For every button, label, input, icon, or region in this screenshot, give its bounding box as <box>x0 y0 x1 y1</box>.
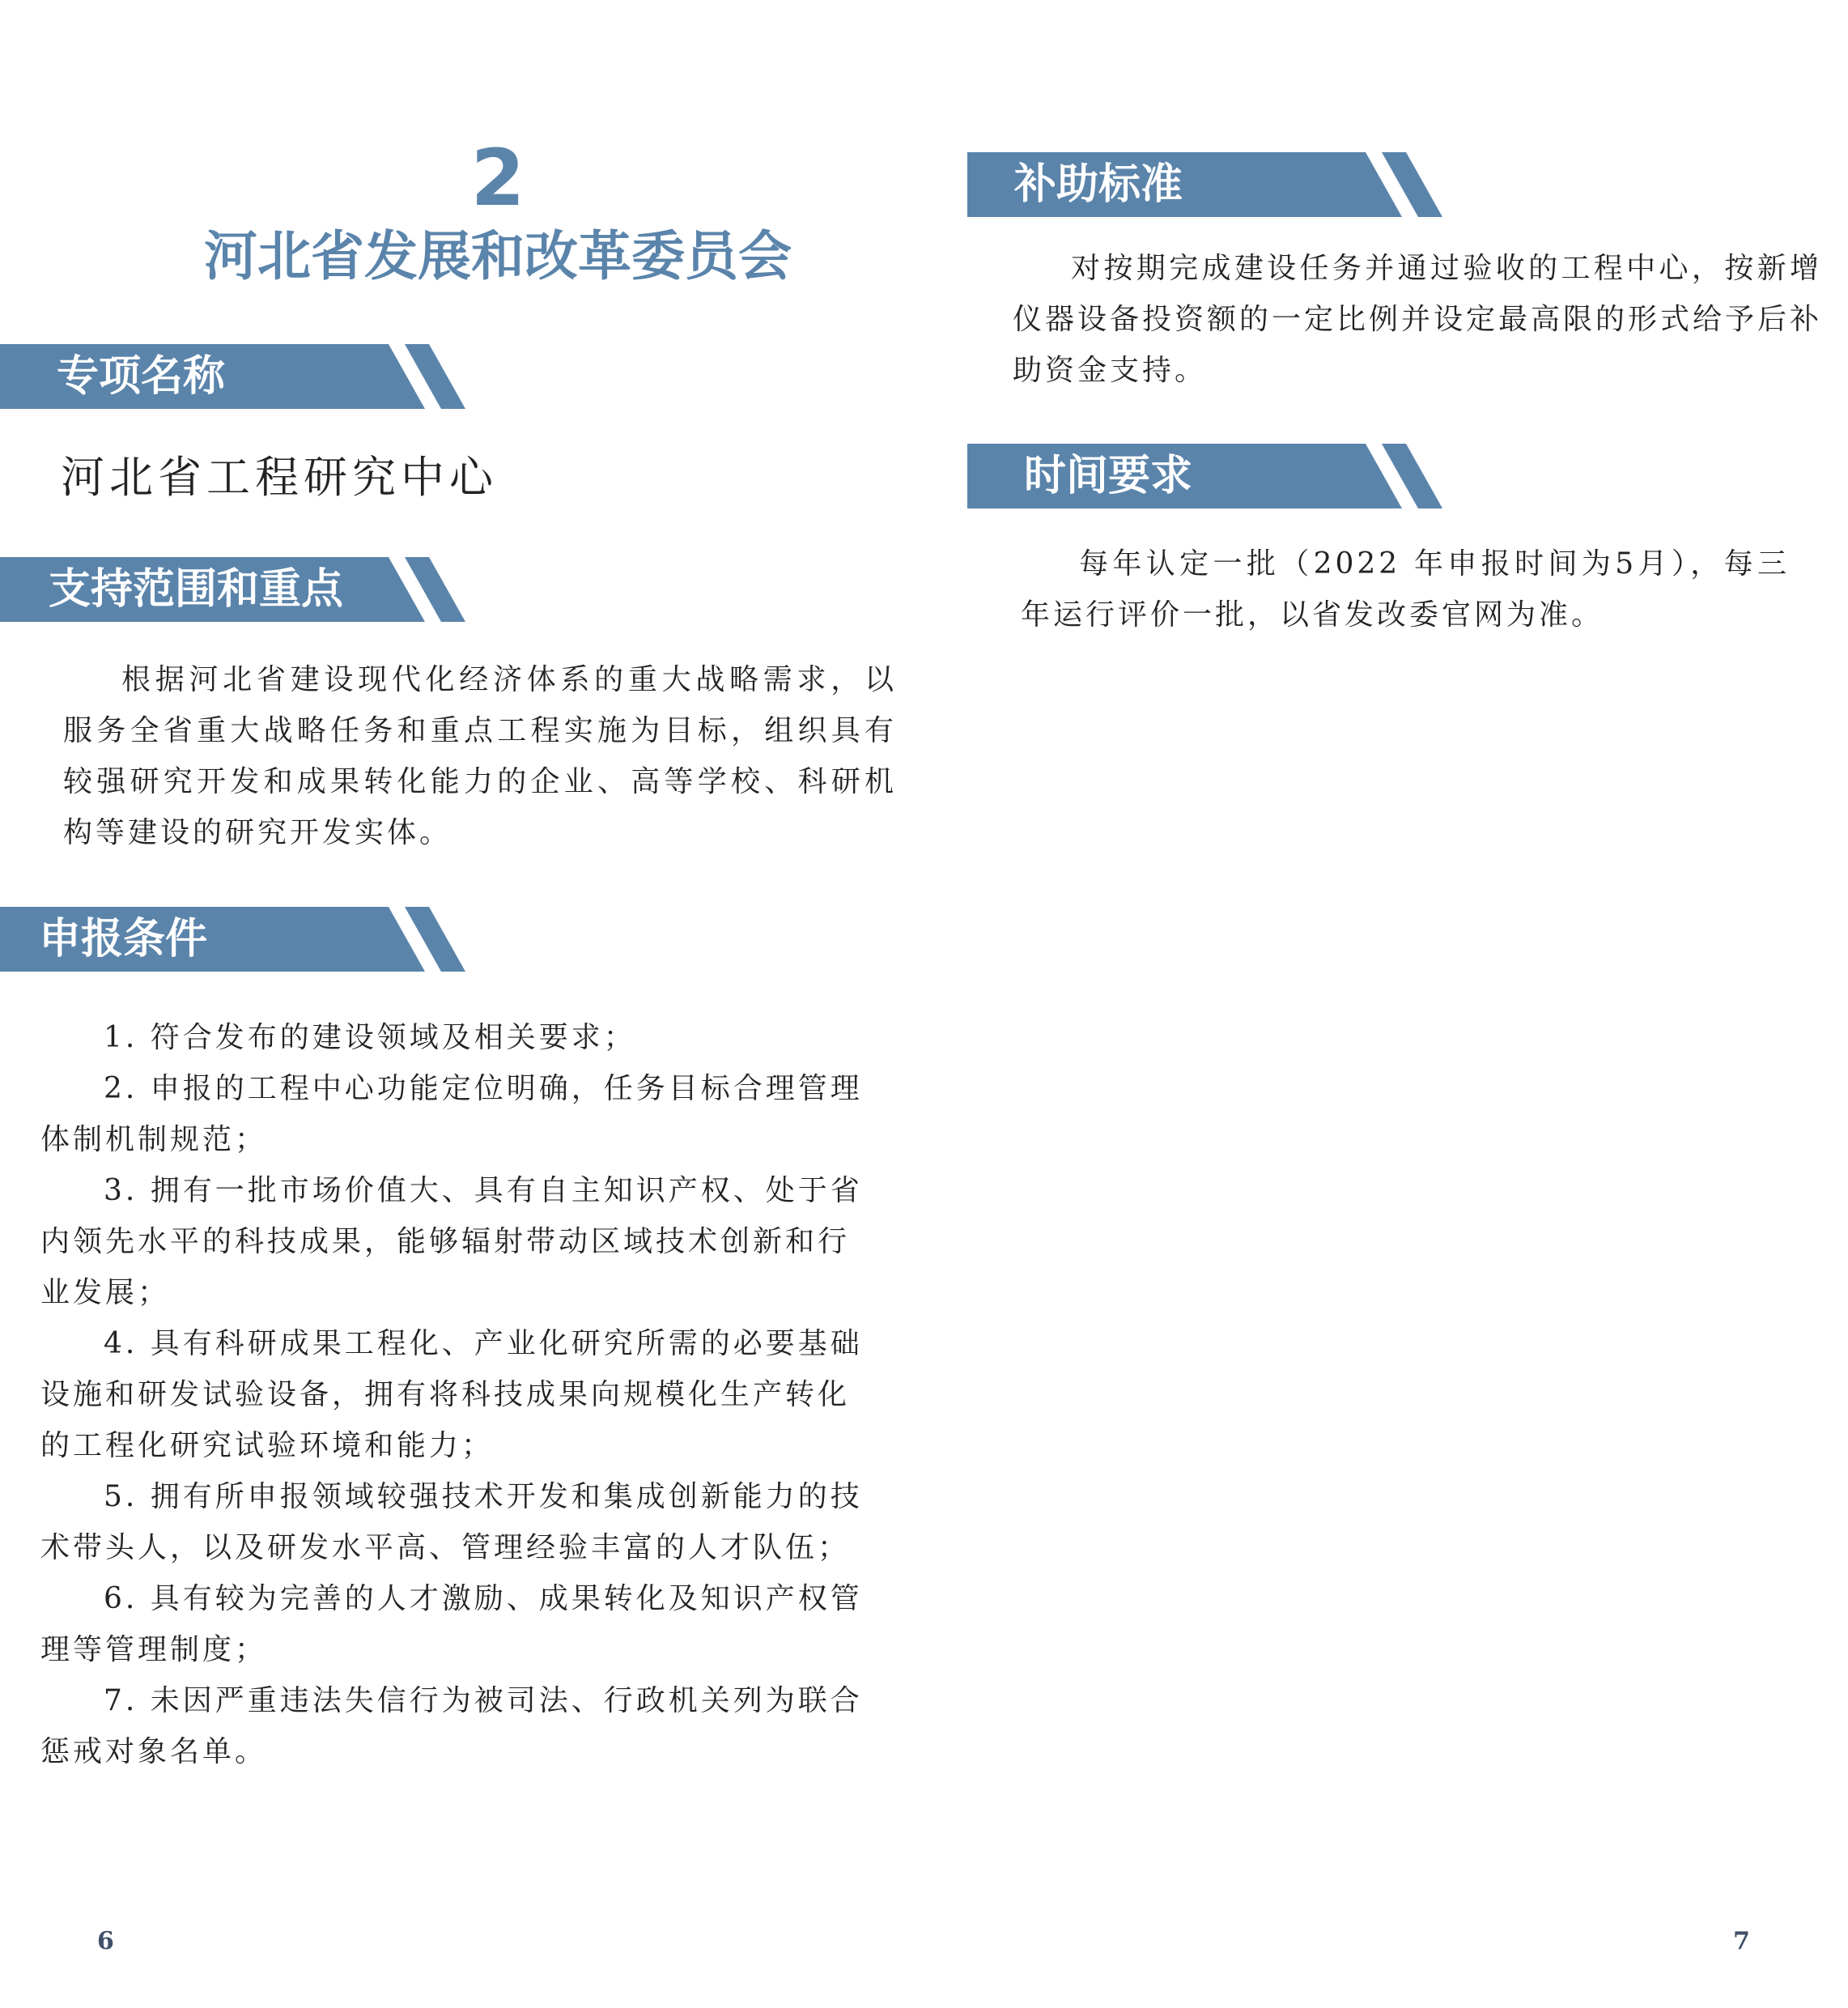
scope-banner <box>0 557 469 622</box>
subsidy-text: 对按期完成建设任务并通过验收的工程中心，按新增仪器设备投资额的一定比例并设定最高限的形式给予后补助资金支持。 <box>1013 252 1823 387</box>
conditions-banner <box>0 907 469 972</box>
scope-paragraph <box>63 654 897 858</box>
right-page <box>924 0 1848 2008</box>
timing-heading: 时间要求 <box>1024 452 1193 500</box>
timing-text: 每年认定一批（2022 年申报时间为5月），每三年运行评价一批，以省发改委官网为准。 <box>1021 547 1790 632</box>
project-name-text: 河北省工程研究中心 <box>61 452 498 503</box>
condition-item: 7. 未因严重违法失信行为被司法、行政机关列为联合惩戒对象名单。 <box>40 1684 863 1768</box>
conditions-list <box>40 1012 874 1777</box>
scope-text: 根据河北省建设现代化经济体系的重大战略需求，以服务全省重大战略任务和重点工程实施为目标，组织具有较强研究开发和成果转化能力的企业、高等学校、科研机构等建设的研究开发实体。 <box>63 663 897 849</box>
chapter-number: 2 <box>470 133 525 223</box>
subsidy-heading: 补助标准 <box>1014 160 1183 209</box>
condition-item: 5. 拥有所申报领域较强技术开发和集成创新能力的技术带头人，以及研发水平高、管理经验丰富的人才队伍； <box>40 1480 863 1564</box>
timing-paragraph <box>1021 538 1790 640</box>
condition-item: 2. 申报的工程中心功能定位明确，任务目标合理管理体制机制规范； <box>40 1072 863 1156</box>
condition-item: 4. 具有科研成果工程化、产业化研究所需的必要基础设施和研发试验设备，拥有将科技成果向规模化生产转化的工程化研究试验环境和能力； <box>40 1327 863 1462</box>
condition-item: 3. 拥有一批市场价值大、具有自主知识产权、处于省内领先水平的科技成果，能够辐射带动区域技术创新和行业发展； <box>40 1174 863 1309</box>
scope-heading: 支持范围和重点 <box>49 565 344 614</box>
page-number-left: 6 <box>97 1927 114 1955</box>
project-name-heading: 专项名称 <box>57 352 226 401</box>
subsidy-banner <box>967 152 1445 217</box>
timing-banner <box>967 444 1445 508</box>
project-name-banner <box>0 344 469 409</box>
condition-item: 6. 具有较为完善的人才激励、成果转化及知识产权管理等管理制度； <box>40 1582 863 1666</box>
subsidy-paragraph <box>1013 243 1822 396</box>
chapter-title: 河北省发展和改革委员会 <box>204 225 792 287</box>
condition-item: 1. 符合发布的建设领域及相关要求； <box>104 1021 636 1054</box>
page-number-right: 7 <box>1733 1927 1750 1955</box>
conditions-heading: 申报条件 <box>39 915 208 964</box>
